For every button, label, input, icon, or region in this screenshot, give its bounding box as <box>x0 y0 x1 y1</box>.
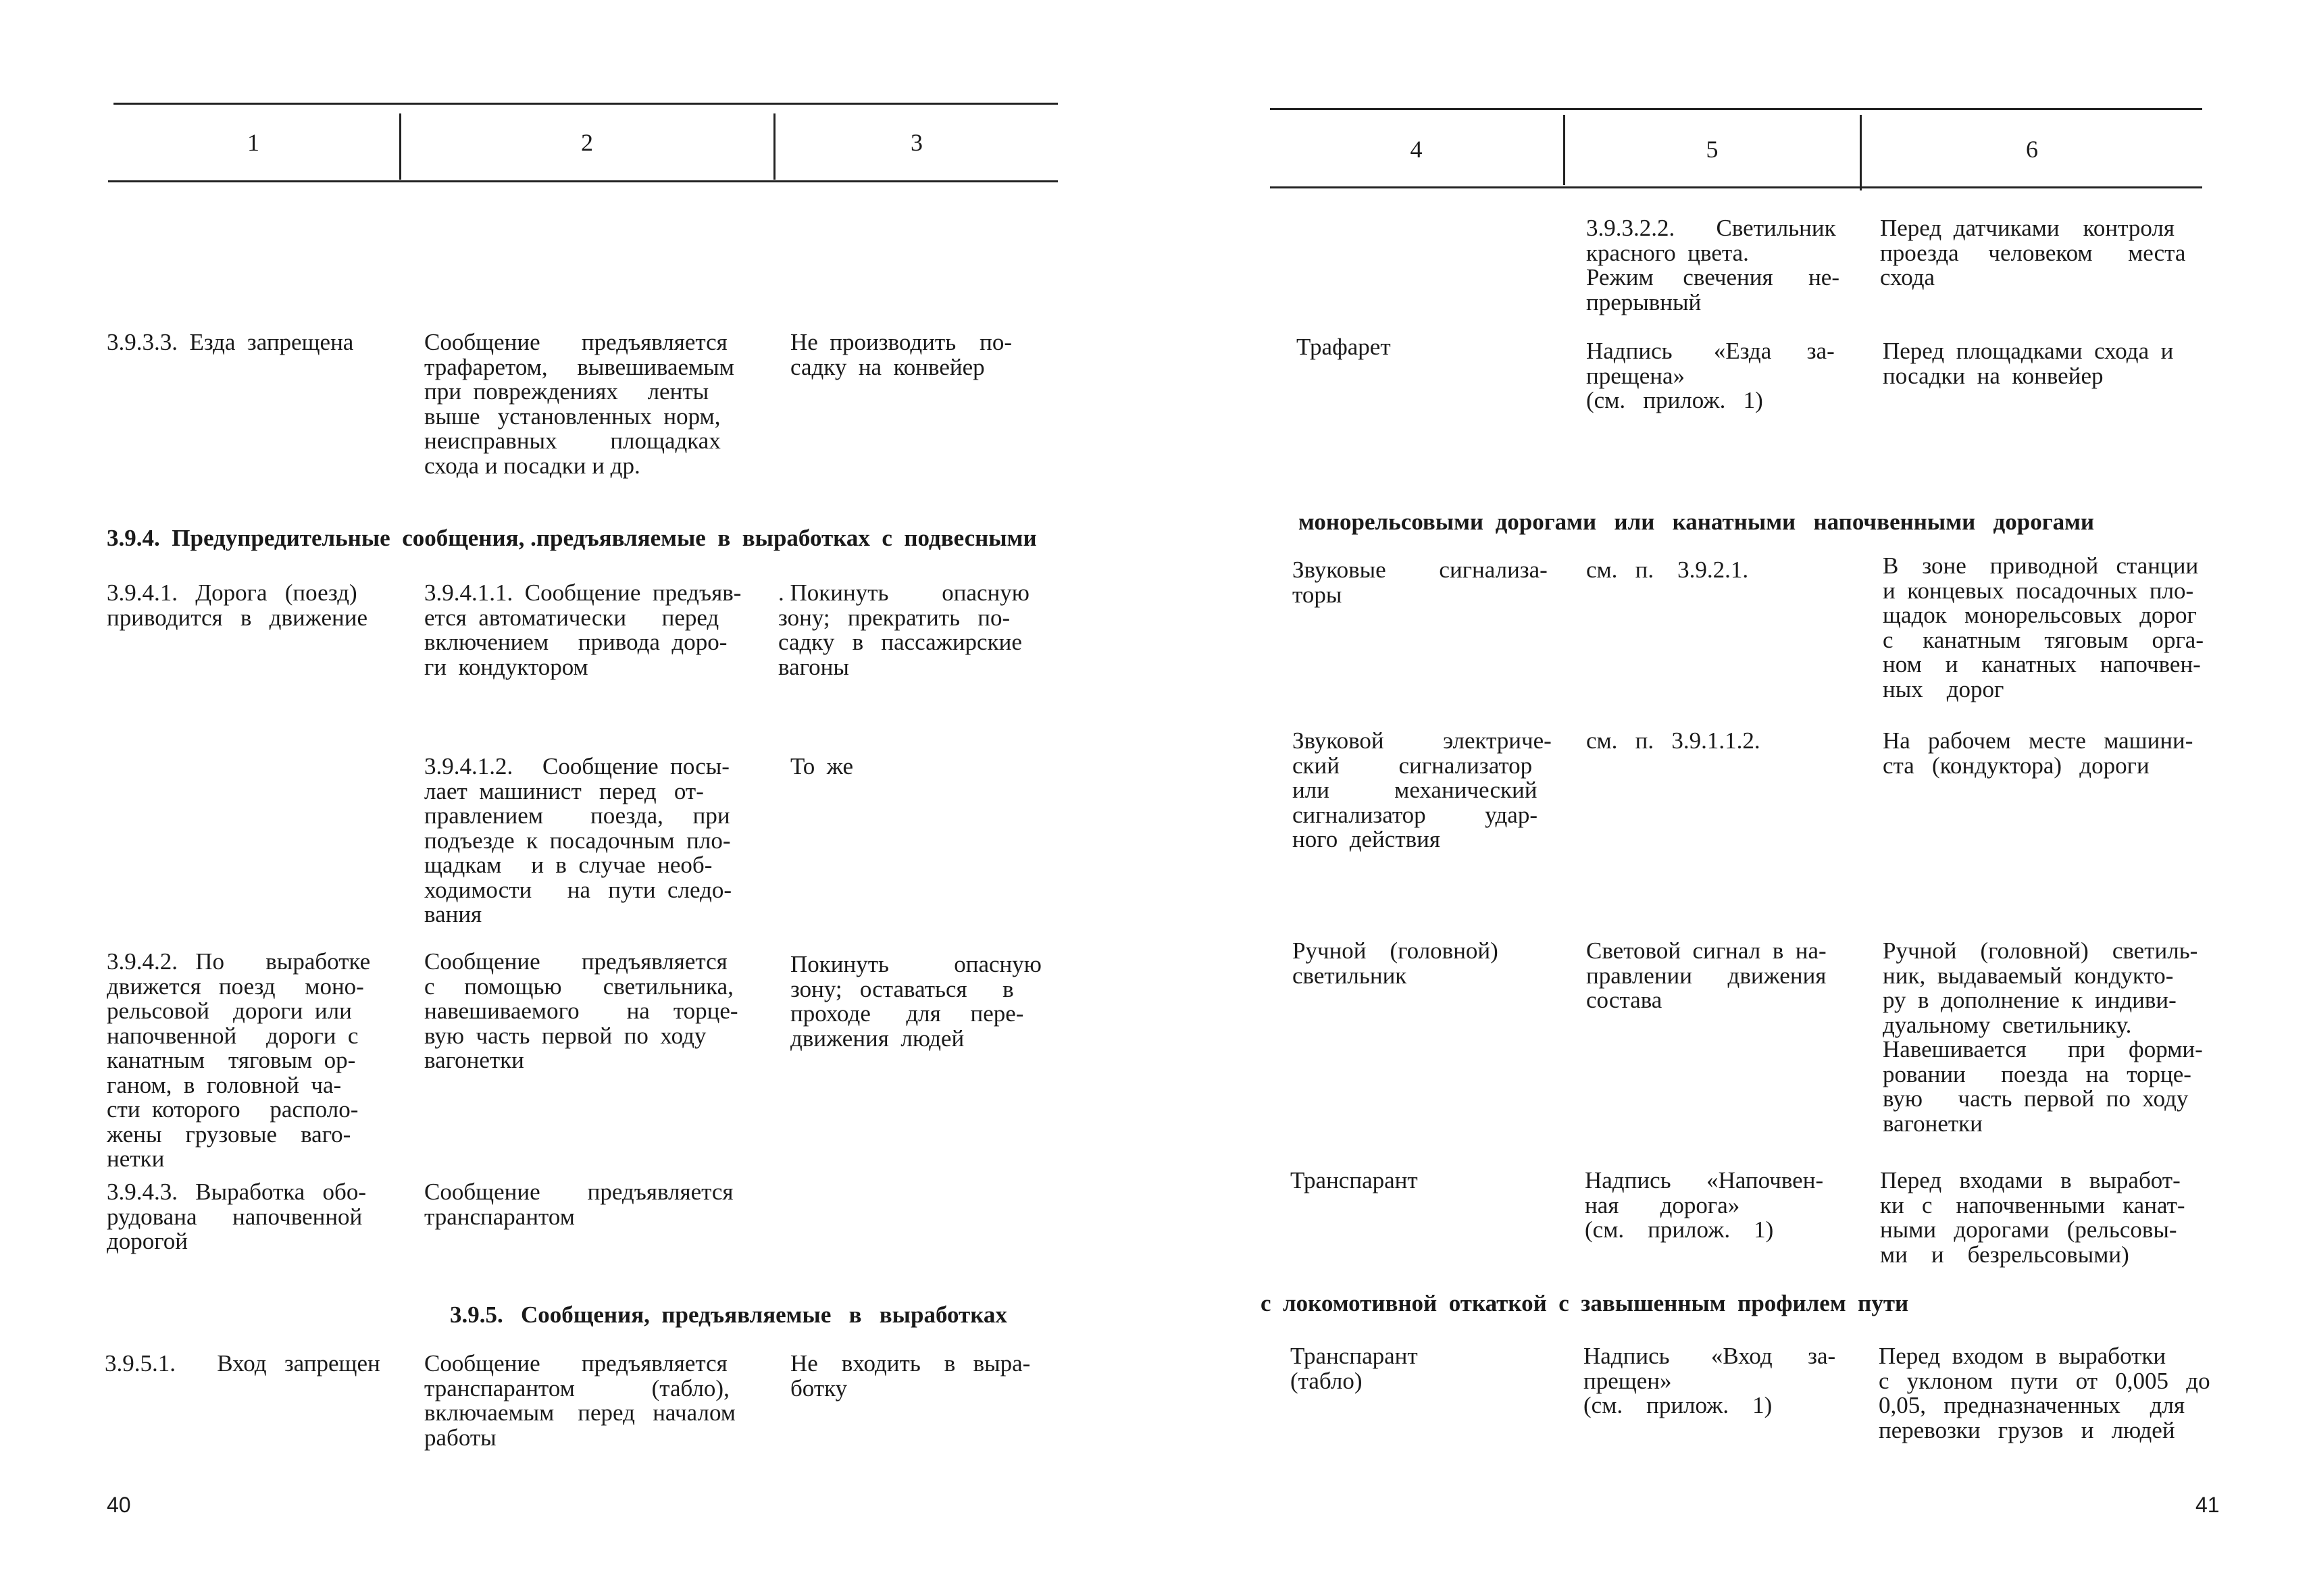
section-heading-3-9-5: 3.9.5. Сообщения, предъявляемые в выработках <box>450 1302 1007 1328</box>
cell-col2: Сообщение предъявляется транспарантом (табло), включаемым перед началом работы <box>424 1350 736 1451</box>
cell-col1: 3.9.4.3. Выработка обо- рудована напочвенной дорогой <box>107 1179 367 1254</box>
column-number-2: 2 <box>581 129 593 156</box>
column-number-4: 4 <box>1410 136 1423 163</box>
table-header-top-rule <box>113 103 1058 105</box>
cell-col5: Надпись «Езда за- прещена» (см. прилож. 1) <box>1586 338 1835 413</box>
cell-col3: Покинуть опасную зону; оставаться в проходе для пере- движения людей <box>790 951 1042 1052</box>
cell-col5: см. п. 3.9.2.1. <box>1586 557 1749 583</box>
cell-col6: Перед входом в выработки с уклоном пути от 0,005 до 0,05, предназначенных для перевозки грузов и людей <box>1879 1343 2210 1443</box>
page-number-left: 40 <box>107 1493 131 1517</box>
column-number-6: 6 <box>2026 136 2038 163</box>
column-number-5: 5 <box>1706 136 1719 163</box>
section-heading-3-9-4: 3.9.4. Предупредительные сообщения, .предъявляемые в выработках с подвесными <box>107 525 1037 551</box>
cell-col4: Транспарант (табло) <box>1290 1343 1418 1394</box>
cell-col5: Световой сигнал в на- правлении движения состава <box>1586 937 1827 1013</box>
table-header-bottom-rule <box>108 180 1058 182</box>
cell-col6: На рабочем месте машини- ста (кондуктора) дороги <box>1883 727 2193 779</box>
cell-col2: Сообщение предъявляется с помощью светильника, навешиваемого на торце- вую часть первой по ходу вагонетки <box>424 948 738 1073</box>
cell-col1: 3.9.3.3. Езда запрещена <box>107 329 354 355</box>
cell-col6: В зоне приводной станции и концевых посадочных пло- щадок монорельсовых дорог с канатным тяговым орга- ном и канатных напочвен- ных дорог <box>1883 552 2204 702</box>
cell-col4: Транспарант <box>1290 1167 1418 1193</box>
cell-col5: см. п. 3.9.1.1.2. <box>1586 727 1760 754</box>
cell-col6: Перед датчиками контроля проезда человеком места схода <box>1880 215 2186 290</box>
cell-col1: 3.9.4.2. По выработке движется поезд моно- рельсовой дороги или напочвенной дороги с канатным тяговым ор- ганом, в головной ча- сти которого располо- жены грузовые ваго- нетки <box>107 948 371 1172</box>
cell-col3: Не производить по- садку на конвейер <box>790 329 1013 380</box>
right-page <box>1156 0 2313 1596</box>
cell-col4: Звуковой электриче- ский сигнализатор или механический сигнализатор удар- ного действия <box>1292 727 1552 852</box>
cell-col3: Не входить в выра- ботку <box>790 1350 1031 1401</box>
cell-col2: 3.9.4.1.1. Сообщение предъяв- ется автоматически перед включением привода доро- ги кондуктором <box>424 580 742 680</box>
cell-col6: Перед площадками схода и посадки на конвейер <box>1883 338 2174 389</box>
cell-col4: Звуковые сигнализа- торы <box>1292 557 1548 608</box>
column-number-3: 3 <box>911 129 923 156</box>
section-heading-monorail: монорельсовыми дорогами или канатными напочвенными дорогами <box>1298 509 2095 535</box>
cell-col1: 3.9.5.1. Вход запрещен <box>105 1350 380 1376</box>
cell-col2: 3.9.4.1.2. Сообщение посы- лает машинист перед от- правлением поезда, при подъезде к посадочным пло- щадкам и в случае необ- ходимости на пути следо- вания <box>424 753 732 927</box>
cell-col4: Ручной (головной) светильник <box>1292 937 1498 989</box>
cell-col2: Сообщение предъявляется трафаретом, вывешиваемым при повреждениях ленты выше установленных норм, неисправных площадках схода и посадки и др. <box>424 329 734 479</box>
cell-col4: Трафарет <box>1296 334 1391 360</box>
table-header-bottom-rule <box>1270 186 2202 188</box>
cell-col3: То же <box>790 753 854 779</box>
cell-col5: 3.9.3.2.2. Светильник красного цвета. Режим свечения не- прерывный <box>1586 215 1839 315</box>
cell-col5: Надпись «Напочвен- ная дорога» (см. прилож. 1) <box>1585 1167 1824 1243</box>
table-header-top-rule <box>1270 108 2202 110</box>
page-number-right: 41 <box>2195 1493 2220 1517</box>
cell-col1: 3.9.4.1. Дорога (поезд) приводится в движение <box>107 580 367 631</box>
left-page <box>0 0 1156 1596</box>
cell-col5: Надпись «Вход за- прещен» (см. прилож. 1) <box>1583 1343 1836 1418</box>
cell-col6: Ручной (головной) светиль- ник, выдаваемый кондукто- ру в дополнение к индиви- дуальному светильнику. Навешивается при форми- ровании поезда на торце- вую часть первой по ходу вагонетки <box>1883 937 2203 1137</box>
cell-col2: Сообщение предъявляется транспарантом <box>424 1179 734 1230</box>
section-heading-locomotive: с локомотивной откаткой с завышенным профилем пути <box>1261 1290 1909 1316</box>
column-number-1: 1 <box>247 129 259 156</box>
cell-col3: . Покинуть опасную зону; прекратить по- садку в пассажирские вагоны <box>778 580 1030 680</box>
cell-col6: Перед входами в выработ- ки с напочвенными канат- ными дорогами (рельсовы- ми и безрельсовыми) <box>1880 1167 2185 1268</box>
